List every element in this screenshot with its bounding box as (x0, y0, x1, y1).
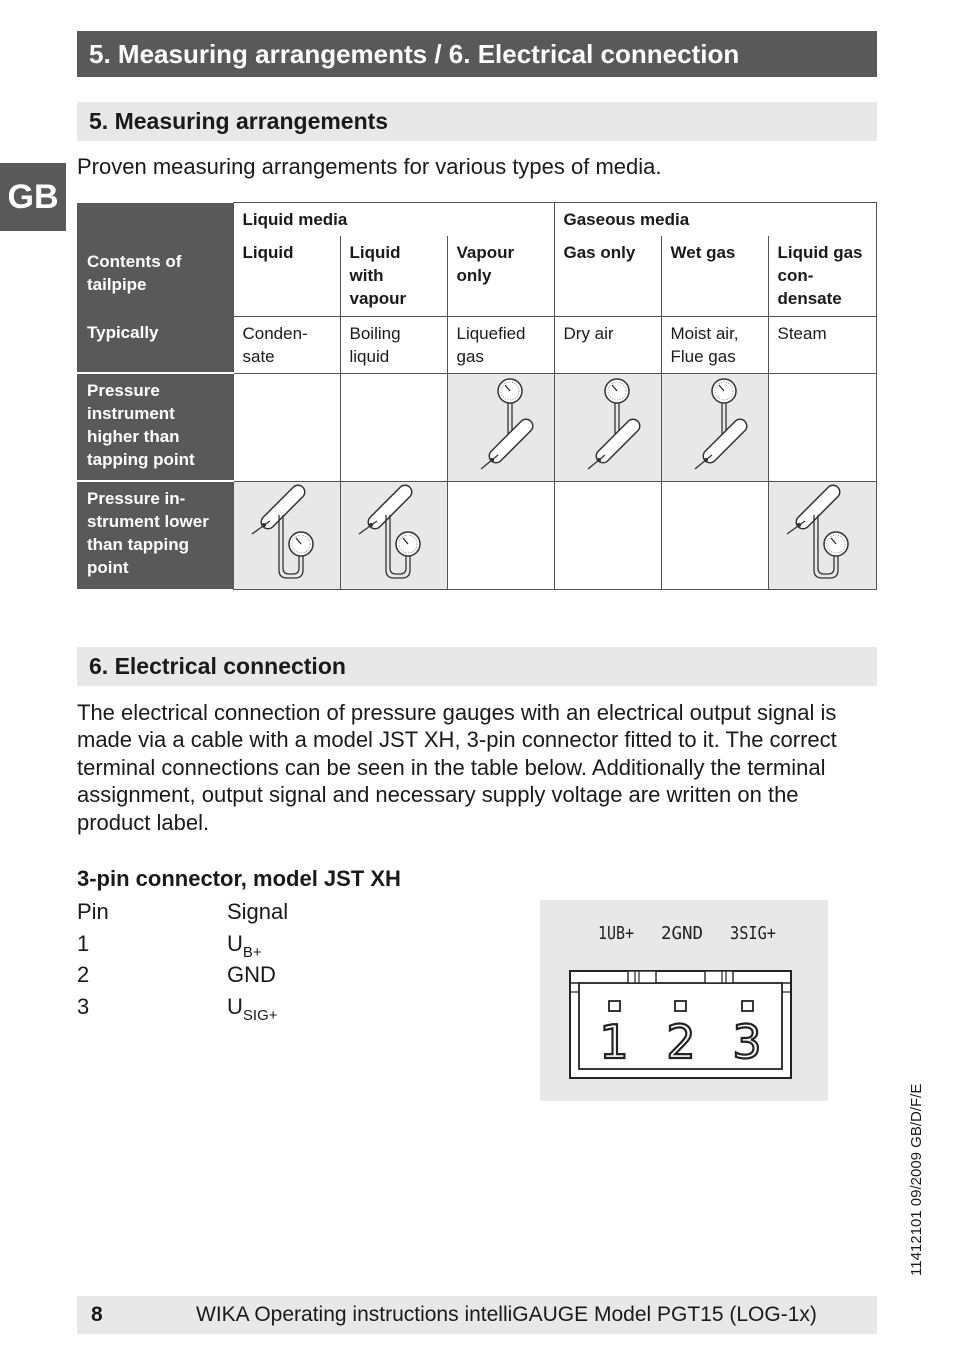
row-header-contents: Contents of tailpipe (77, 203, 233, 317)
footer (77, 1296, 877, 1334)
row-header-typically: Typically (77, 316, 233, 373)
page-number: 8 (91, 1303, 103, 1326)
cell-higher-vapour-only (447, 373, 554, 481)
connector-diagram (540, 900, 828, 1101)
pin-number: 3 (77, 994, 90, 1019)
pin-number: 2 (77, 962, 90, 987)
gauge-below-pipe-icon (341, 482, 447, 583)
section-5-intro: Proven measuring arrangements for various types of media. (77, 154, 662, 179)
typical-liquid-gas-condensate: Steam (768, 316, 876, 373)
cell-higher-liquid (233, 373, 340, 481)
section-6-heading: 6. Electrical connection (77, 647, 877, 686)
col-header-wet-gas: Wet gas (661, 236, 768, 316)
row-header-lower: Pressure in-strument lower than tapping point (77, 481, 233, 589)
col-header-gas-only: Gas only (554, 236, 661, 316)
typical-liquid-with-vapour: Boiling liquid (340, 316, 447, 373)
gauge-below-pipe-icon (769, 482, 875, 583)
document-code: 11412101 09/2009 GB/D/F/E (908, 1083, 925, 1276)
cell-lower-vapour-only (447, 481, 554, 589)
page-header: 5. Measuring arrangements / 6. Electrical connection (77, 31, 877, 77)
pin-label: 1UB+ (598, 923, 635, 944)
cell-lower-liquid (233, 481, 340, 589)
gauge-above-pipe-icon (555, 374, 661, 475)
gauge-above-pipe-icon (662, 374, 768, 475)
pin-column-header: Pin (77, 899, 109, 924)
col-header-liquid: Liquid (233, 236, 340, 316)
pin-label: 2GND (661, 923, 703, 944)
gauge-above-pipe-icon (448, 374, 554, 475)
connector-heading: 3-pin connector, model JST XH (77, 866, 401, 891)
typical-gas-only: Dry air (554, 316, 661, 373)
cell-lower-gas-only (554, 481, 661, 589)
row-header-higher: Pressure instrument higher than tapping point (77, 373, 233, 481)
group-gaseous-media: Gaseous media (554, 203, 876, 237)
pin-label: 3SIG+ (730, 923, 777, 944)
pin-number-marker: 3 (732, 1015, 762, 1069)
gauge-below-pipe-icon (234, 482, 340, 583)
cell-lower-liquid-gas-condensate (768, 481, 876, 589)
pin-number-marker: 1 (599, 1015, 629, 1069)
measuring-arrangements-table (77, 202, 877, 590)
typical-liquid: Conden-sate (233, 316, 340, 373)
group-liquid-media: Liquid media (233, 203, 554, 237)
pin-signal: GND (227, 962, 276, 987)
typical-wet-gas: Moist air, Flue gas (661, 316, 768, 373)
col-header-liquid-with-vapour: Liquid with vapour (340, 236, 447, 316)
language-tab: GB (0, 163, 66, 231)
footer-text: WIKA Operating instructions intelliGAUGE Model PGT15 (LOG-1x) (196, 1303, 817, 1326)
cell-lower-wet-gas (661, 481, 768, 589)
section-5-heading: 5. Measuring arrangements (77, 102, 877, 141)
section-6-paragraph: The electrical connection of pressure gauges with an electrical output signal is made via a cable with a model JST XH, 3-pin connector fitted to it. The correct terminal connections can be seen in the table below. Additionally the terminal assignment, output signal and necessary supply voltage are written on the product label. (77, 700, 837, 835)
col-header-liquid-gas-condensate: Liquid gas con-densate (768, 236, 876, 316)
cell-higher-gas-only (554, 373, 661, 481)
pin-number: 1 (77, 931, 90, 956)
cell-higher-liquid-gas-condensate (768, 373, 876, 481)
signal-column-header: Signal (227, 899, 289, 924)
cell-lower-liquid-with-vapour (340, 481, 447, 589)
cell-higher-wet-gas (661, 373, 768, 481)
col-header-vapour-only: Vapour only (447, 236, 554, 316)
jst-xh-connector-icon (540, 900, 828, 1101)
pin-number-marker: 2 (666, 1015, 696, 1069)
pin-signal: $U_{SIG+}$ (227, 994, 278, 1024)
pin-signal: $U_{B+}$ (227, 931, 262, 961)
cell-higher-liquid-with-vapour (340, 373, 447, 481)
typical-vapour-only: Liquefied gas (447, 316, 554, 373)
